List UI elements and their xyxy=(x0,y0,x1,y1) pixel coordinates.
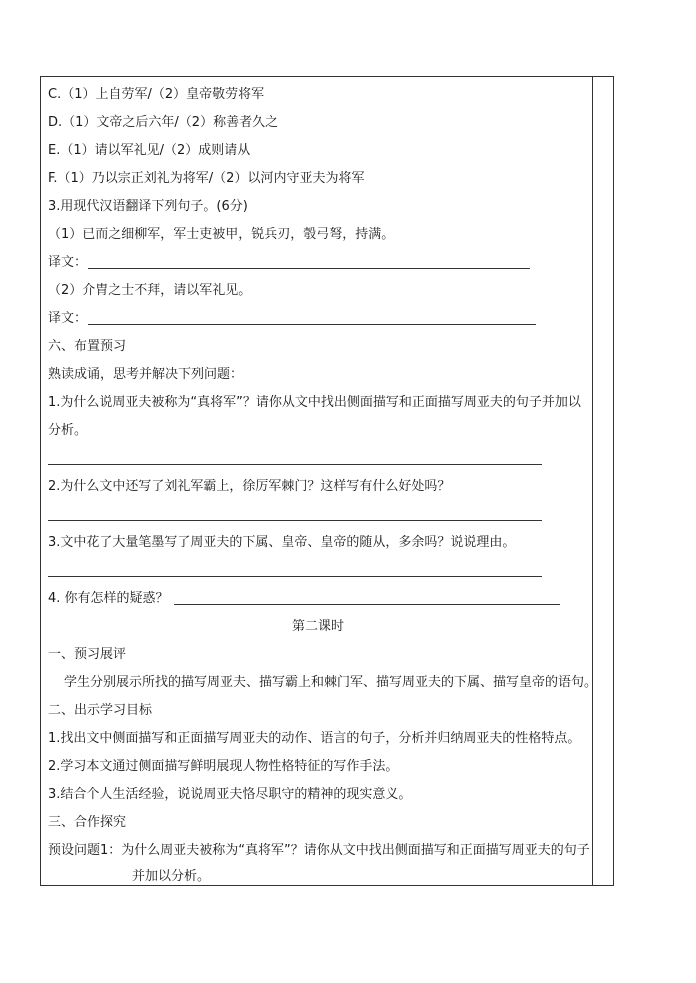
section-6-heading: 六、布置预习 xyxy=(48,339,127,354)
table-column-divider xyxy=(592,76,593,886)
preview-showcase-text: 学生分别展示所找的描写周亚夫、描写霸上和棘门军、描写周亚夫的下属、描写皇帝的语句。 xyxy=(64,675,598,690)
answer-line-question-1[interactable] xyxy=(48,464,542,465)
preview-question-1-line-2: 分析。 xyxy=(48,423,88,438)
translation-answer-line-1[interactable] xyxy=(88,268,530,269)
preview-question-1-line-1: 1.为什么说周亚夫被称为“真将军”？请你从文中找出侧面描写和正面描写周亚夫的句子并加以 xyxy=(48,395,581,410)
preset-question-1-line-2: 并加以分析。 xyxy=(132,869,211,884)
answer-line-question-2[interactable] xyxy=(48,520,542,521)
preview-question-4: 4. 你有怎样的疑惑？ xyxy=(48,591,169,606)
question-3-title: 3.用现代汉语翻译下列句子。(6分) xyxy=(48,199,248,214)
sentence-2: （2）介胄之士不拜，请以军礼见。 xyxy=(48,283,252,298)
preset-question-1-line-1: 预设问题1：为什么周亚夫被称为“真将军”？请你从文中找出侧面描写和正面描写周亚夫的句子 xyxy=(48,843,590,858)
lesson-2-heading: 第二课时 xyxy=(291,619,344,634)
preview-question-3: 3.文中花了大量笔墨写了周亚夫的下属、皇帝、皇帝的随从，多余吗？说说理由。 xyxy=(48,535,516,550)
learning-goal-1: 1.找出文中侧面描写和正面描写周亚夫的动作、语言的句子，分析并归纳周亚夫的性格特点。 xyxy=(48,731,581,746)
option-f: F.（1）乃以宗正刘礼为将军/（2）以河内守亚夫为将军 xyxy=(48,171,365,186)
answer-line-question-4[interactable] xyxy=(174,604,560,605)
translation-label-2: 译文： xyxy=(48,311,88,326)
section-1-heading: 一、预习展评 xyxy=(48,647,127,662)
learning-goal-3: 3.结合个人生活经验，说说周亚夫恪尽职守的精神的现实意义。 xyxy=(48,787,412,802)
learning-goal-2: 2.学习本文通过侧面描写鲜明展现人物性格特征的写作手法。 xyxy=(48,759,399,774)
reading-instruction: 熟读成诵，思考并解决下列问题： xyxy=(48,367,244,382)
section-2-heading: 二、出示学习目标 xyxy=(48,703,153,718)
translation-answer-line-2[interactable] xyxy=(88,324,536,325)
option-d: D.（1）文帝之后六年/（2）称善者久之 xyxy=(48,115,279,130)
answer-line-question-3[interactable] xyxy=(48,576,542,577)
translation-label-1: 译文： xyxy=(48,255,88,270)
preview-question-2: 2.为什么文中还写了刘礼军霸上，徐厉军棘门？这样写有什么好处吗？ xyxy=(48,479,451,494)
option-c: C.（1）上自劳军/（2）皇帝敬劳将军 xyxy=(48,87,265,102)
sentence-1: （1）已而之细柳军，军士吏被甲，锐兵刃，彀弓弩，持满。 xyxy=(48,227,395,242)
option-e: E.（1）请以军礼见/（2）成则请从 xyxy=(48,143,251,158)
section-3-heading: 三、合作探究 xyxy=(48,815,127,830)
